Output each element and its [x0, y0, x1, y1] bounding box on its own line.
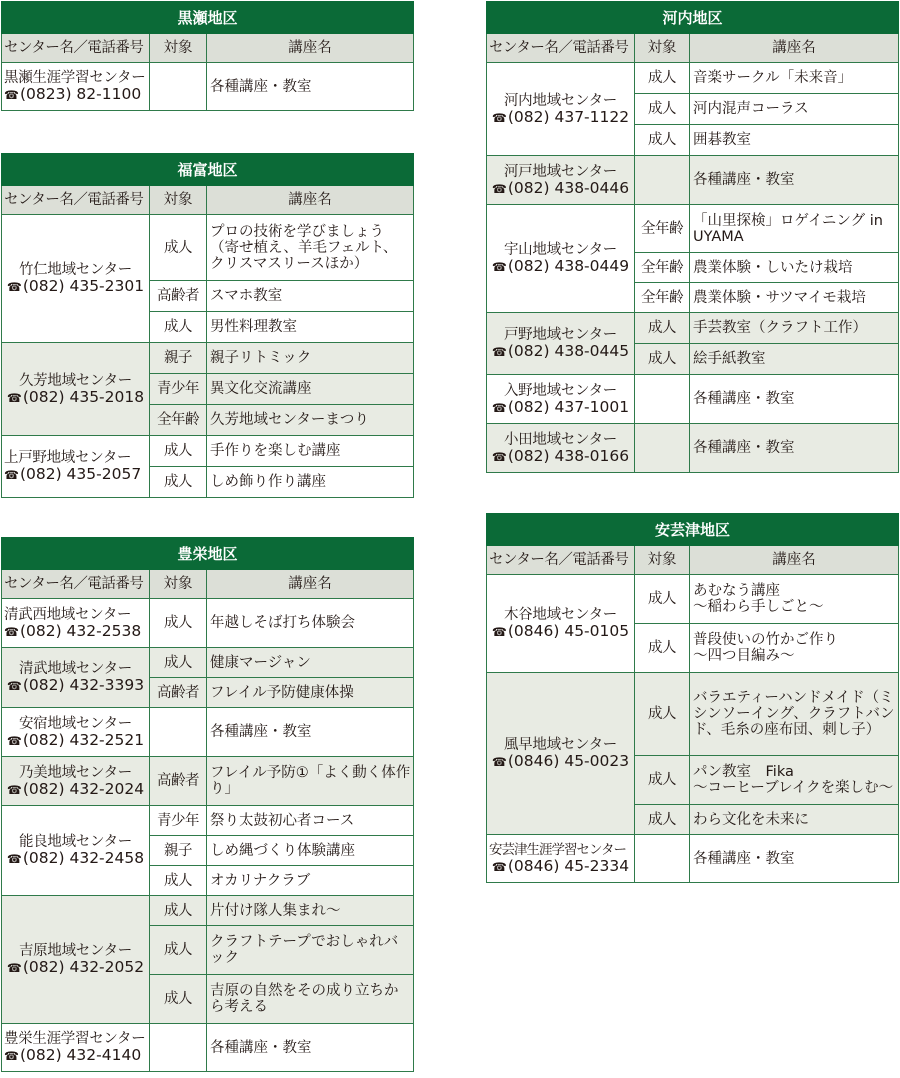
target-cell: 全年齢: [635, 253, 690, 283]
center-name: 上戸野地域センター: [4, 450, 132, 466]
center-tel: (0823) 82-1100: [19, 85, 142, 103]
target-cell: [150, 1024, 207, 1072]
center-name: 河戸地域センター: [503, 163, 618, 180]
table-row: [487, 424, 899, 473]
course-cell: 年越しそば打ち体験会: [207, 599, 414, 648]
table-row: [487, 575, 899, 624]
table-row: [2, 708, 414, 757]
table-title: 河内地区: [487, 2, 899, 34]
center-name: 入野地域センター: [503, 382, 618, 399]
center-cell: [487, 575, 635, 673]
table-row: [487, 673, 899, 756]
target-cell: [635, 156, 690, 205]
phone-icon: ☎: [491, 449, 507, 464]
target-cell: [635, 835, 690, 883]
table-row: [487, 205, 899, 253]
table-row: [2, 648, 414, 678]
center-tel: (082) 432-2458: [22, 849, 145, 867]
course-cell: 各種講座・教室: [690, 835, 899, 883]
target-cell: [635, 424, 690, 473]
target-cell: [150, 708, 207, 757]
course-cell: 各種講座・教室: [690, 156, 899, 205]
center-cell: [2, 1024, 150, 1072]
phone-icon: ☎: [6, 679, 22, 693]
target-cell: 成人: [150, 896, 207, 926]
phone-icon: ☎: [491, 181, 507, 196]
table-title: 豊栄地区: [2, 538, 414, 570]
course-cell: 河内混声コーラス: [690, 94, 899, 125]
center-tel: (082) 438-0449: [507, 257, 630, 275]
table-row: [487, 313, 899, 344]
target-cell: 成人: [150, 215, 207, 281]
header-course: 講座名: [690, 546, 899, 575]
center-tel: (0846) 45-0023: [507, 752, 630, 770]
center-name: 宇山地域センター: [503, 242, 618, 258]
center-tel: (082) 435-2018: [22, 387, 145, 406]
center-name: 能良地域センター: [18, 834, 133, 850]
center-tel: (0846) 45-0105: [507, 622, 630, 640]
target-cell: 成人: [150, 599, 207, 648]
center-name: 戸野地域センター: [503, 327, 618, 343]
center-cell: [2, 343, 150, 436]
table-row: [2, 1024, 414, 1072]
center-tel: (082) 437-1001: [507, 397, 630, 416]
header-center: センター名／電話番号: [2, 186, 150, 215]
center-cell: [2, 63, 150, 111]
course-cell: 絵手紙教室: [690, 344, 899, 375]
course-cell: 吉原の自然をその成り立ちから考える: [207, 975, 414, 1024]
course-cell: 普段使いの竹かご作り ～四つ目編み～: [690, 624, 899, 673]
center-cell: [487, 375, 635, 424]
phone-icon: ☎: [491, 625, 507, 639]
target-cell: [635, 375, 690, 424]
course-cell: しめ飾り作り講座: [207, 467, 414, 498]
phone-icon: ☎: [4, 624, 19, 639]
target-cell: 成人: [635, 125, 690, 156]
target-cell: 親子: [150, 836, 207, 866]
course-cell: スマホ教室: [207, 281, 414, 312]
target-cell: 成人: [635, 673, 690, 756]
target-cell: 成人: [150, 312, 207, 343]
table-row: [487, 375, 899, 424]
center-tel: (082) 432-2521: [22, 730, 145, 749]
phone-icon: ☎: [491, 260, 507, 274]
phone-icon: ☎: [491, 110, 507, 125]
target-cell: 成人: [635, 344, 690, 375]
phone-icon: ☎: [491, 345, 507, 359]
phone-icon: ☎: [491, 400, 507, 415]
table-row: [487, 63, 899, 94]
center-tel: (082) 432-4140: [19, 1046, 142, 1064]
course-cell: 片付け隊人集まれ～: [207, 896, 414, 926]
target-cell: 青少年: [150, 374, 207, 405]
course-cell: パン教室 Fika ～コーヒーブレイクを楽しむ～: [690, 756, 899, 805]
center-name: 木谷地域センター: [503, 607, 618, 623]
center-cell: [2, 757, 150, 806]
center-cell: [487, 63, 635, 156]
center-tel: (082) 432-2538: [19, 621, 142, 640]
course-cell: プロの技術を学びましょう（寄せ植え、羊毛フェルト、クリスマスリースほか）: [207, 215, 414, 281]
header-target: 対象: [635, 34, 690, 63]
target-cell: 成人: [635, 624, 690, 673]
course-cell: オカリナクラブ: [207, 866, 414, 896]
target-cell: 成人: [150, 467, 207, 498]
center-tel: (082) 438-0166: [507, 446, 630, 465]
phone-icon: ☎: [6, 961, 22, 975]
course-cell: 親子リトミック: [207, 343, 414, 374]
center-name: 乃美地域センター: [18, 764, 133, 781]
center-name: 黒瀬生涯学習センター: [4, 70, 146, 86]
course-cell: バラエティーハンドメイド（ミシンソーイング、クラフトバンド、毛糸の座布団、刺し子）: [690, 673, 899, 756]
table-row: [487, 156, 899, 205]
target-cell: 成人: [635, 313, 690, 344]
phone-icon: ☎: [491, 860, 507, 874]
center-tel: (082) 435-2057: [19, 465, 142, 483]
course-cell: 久芳地域センターまつり: [207, 405, 414, 436]
header-center: センター名／電話番号: [2, 34, 150, 63]
course-cell: しめ縄づくり体験講座: [207, 836, 414, 866]
phone-icon: ☎: [4, 1049, 19, 1063]
fukutomi-table: [1, 153, 414, 498]
course-cell: フレイル予防健康体操: [207, 678, 414, 708]
center-cell: [2, 806, 150, 896]
center-cell: [487, 313, 635, 375]
target-cell: 成人: [635, 575, 690, 624]
center-name: 清武地域センター: [18, 661, 133, 677]
table-row: [2, 599, 414, 648]
table-row: [2, 343, 414, 374]
center-name: 清武西地域センター: [4, 606, 132, 623]
center-name: 豊栄生涯学習センター: [4, 1031, 146, 1047]
kouchi-table: [486, 1, 899, 473]
center-name: 竹仁地域センター: [18, 262, 133, 278]
course-cell: 健康マージャン: [207, 648, 414, 678]
header-course: 講座名: [207, 34, 414, 63]
center-name: 久芳地域センター: [18, 372, 133, 389]
course-cell: 農業体験・しいたけ栽培: [690, 253, 899, 283]
target-cell: 全年齢: [635, 283, 690, 313]
table-title: 黒瀬地区: [2, 2, 414, 34]
table-row: [2, 436, 414, 467]
header-target: 対象: [150, 34, 207, 63]
target-cell: 成人: [635, 94, 690, 125]
course-cell: 各種講座・教室: [207, 1024, 414, 1072]
table-row: [2, 215, 414, 281]
target-cell: 成人: [635, 756, 690, 805]
course-cell: 祭り太鼓初心者コース: [207, 806, 414, 836]
target-cell: 成人: [150, 975, 207, 1024]
center-cell: [2, 708, 150, 757]
center-name: 小田地域センター: [503, 431, 618, 448]
header-target: 対象: [150, 186, 207, 215]
center-cell: [487, 835, 635, 883]
center-name: 河内地域センター: [503, 92, 618, 109]
course-cell: 各種講座・教室: [690, 375, 899, 424]
header-target: 対象: [635, 546, 690, 575]
center-cell: [2, 436, 150, 498]
course-cell: あむなう講座 ～稲わら手しごと～: [690, 575, 899, 624]
center-name: 吉原地域センター: [18, 943, 133, 959]
header-course: 講座名: [207, 570, 414, 599]
course-cell: 手芸教室（クラフト工作）: [690, 313, 899, 344]
target-cell: 親子: [150, 343, 207, 374]
center-tel: (082) 432-2052: [22, 958, 145, 976]
phone-icon: ☎: [6, 782, 22, 797]
center-tel: (082) 438-0446: [507, 178, 630, 197]
course-cell: 農業体験・サツマイモ栽培: [690, 283, 899, 313]
center-cell: [487, 156, 635, 205]
course-cell: 「山里探検」ロゲイニング in UYAMA: [690, 205, 899, 253]
center-tel: (082) 437-1122: [507, 107, 630, 126]
course-cell: 囲碁教室: [690, 125, 899, 156]
header-course: 講座名: [690, 34, 899, 63]
center-cell: [487, 673, 635, 835]
center-tel: (082) 432-3393: [22, 676, 145, 694]
center-cell: [2, 215, 150, 343]
course-cell: 異文化交流講座: [207, 374, 414, 405]
course-cell: フレイル予防①「よく動く体作り」: [207, 757, 414, 806]
target-cell: 高齢者: [150, 757, 207, 806]
toyosaka-table: [1, 537, 414, 1072]
target-cell: 成人: [150, 926, 207, 975]
course-cell: 音楽サークル「未来音」: [690, 63, 899, 94]
center-cell: [2, 648, 150, 708]
phone-icon: ☎: [4, 468, 19, 482]
center-cell: [2, 599, 150, 648]
center-cell: [2, 896, 150, 1024]
phone-icon: ☎: [6, 280, 22, 294]
akitsu-table: [486, 513, 899, 883]
table-row: [2, 806, 414, 836]
target-cell: 成人: [635, 63, 690, 94]
center-name: 風早地域センター: [503, 737, 618, 753]
table-row: [2, 63, 414, 111]
phone-icon: ☎: [6, 733, 22, 748]
header-course: 講座名: [207, 186, 414, 215]
table-title: 福富地区: [2, 154, 414, 186]
course-cell: わら文化を未来に: [690, 805, 899, 835]
course-cell: 各種講座・教室: [207, 63, 414, 111]
course-cell: 各種講座・教室: [207, 708, 414, 757]
course-cell: クラフトテープでおしゃれバック: [207, 926, 414, 975]
header-center: センター名／電話番号: [487, 546, 635, 575]
header-center: センター名／電話番号: [487, 34, 635, 63]
table-row: [2, 757, 414, 806]
table-row: [487, 835, 899, 883]
phone-icon: ☎: [6, 852, 22, 866]
phone-icon: ☎: [491, 755, 507, 769]
target-cell: 成人: [150, 436, 207, 467]
target-cell: 成人: [150, 648, 207, 678]
center-tel: (082) 438-0445: [507, 342, 630, 360]
phone-icon: ☎: [4, 88, 19, 102]
center-name: 安芸津生涯学習センター: [489, 842, 626, 858]
center-tel: (082) 435-2301: [22, 277, 145, 295]
center-tel: (0846) 45-2334: [507, 857, 630, 875]
center-cell: [487, 424, 635, 473]
course-cell: 各種講座・教室: [690, 424, 899, 473]
target-cell: 全年齢: [150, 405, 207, 436]
target-cell: 成人: [150, 866, 207, 896]
kurose-table: [1, 1, 414, 111]
target-cell: [150, 63, 207, 111]
target-cell: 成人: [635, 805, 690, 835]
center-tel: (082) 432-2024: [22, 779, 145, 798]
target-cell: 高齢者: [150, 281, 207, 312]
table-title: 安芸津地区: [487, 514, 899, 546]
header-center: センター名／電話番号: [2, 570, 150, 599]
target-cell: 高齢者: [150, 678, 207, 708]
course-cell: 手作りを楽しむ講座: [207, 436, 414, 467]
center-cell: [487, 205, 635, 313]
target-cell: 全年齢: [635, 205, 690, 253]
target-cell: 青少年: [150, 806, 207, 836]
center-name: 安宿地域センター: [18, 715, 133, 732]
phone-icon: ☎: [6, 390, 22, 405]
course-cell: 男性料理教室: [207, 312, 414, 343]
header-target: 対象: [150, 570, 207, 599]
table-row: [2, 896, 414, 926]
